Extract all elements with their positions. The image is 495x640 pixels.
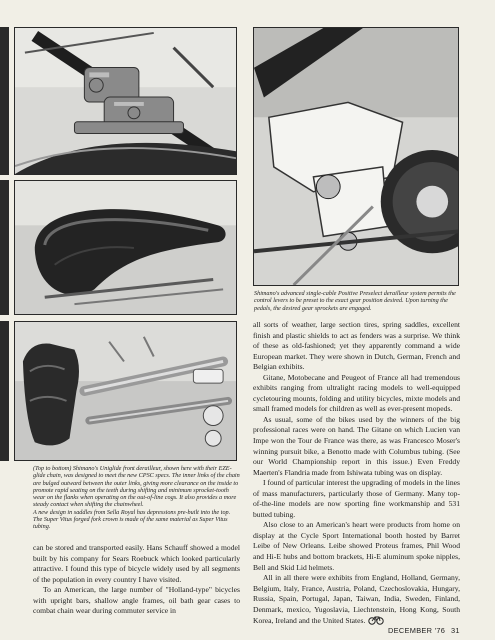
fork-crown-photo bbox=[14, 321, 237, 461]
issue-date: DECEMBER '76 bbox=[388, 626, 446, 635]
page-number: 31 bbox=[451, 626, 460, 635]
body-paragraph: all sorts of weather, large section tires, spring saddles, excellent finish and plastic shields to act as fenders was a surprise. We think of these as old-fashioned; yet they apparently command a wide European market. They were shown in Dutch, German, French and Belgian exhibits. bbox=[253, 320, 460, 372]
body-paragraph: can be stored and transported easily. Hans Schauff showed a model built by his company for Sears Roebuck which looked particularly attractive. I found this type of bicycle widely used by all segments of the population in every country I have visited. bbox=[33, 543, 240, 584]
body-paragraph: To an American, the large number of "Holland-type" bicycles with upright bars, shallow angle frames, oil bath gear cases to combat chain wear during commuter service in bbox=[33, 585, 240, 616]
body-paragraph-text: All in all there were exhibits from England, Holland, Germany, Belgium, Italy, France, Austria, Poland, Czechoslovakia, Hungary, Russia, Spain, Portugal, Japan, Taiwan, India, Sweden, Finland, Denmark, mexico, Yugoslavia, Liechtenstein, Hong Kong, South Korea, Ireland and the United States. bbox=[253, 573, 460, 626]
caption-text: Shimano's advanced single-cable Positive Preselect derailleur system permits the control levers to be preset to the exact gear position desired. Upon turning the pedals, the desired gear sprockets are engaged. bbox=[254, 290, 456, 312]
right-text-column bbox=[253, 320, 460, 627]
page-edge-strip-top bbox=[0, 27, 9, 175]
caption-text: (Top to bottom) Shimano's Uniglide front derailleur, shown here with their EZE-glide chain, was designed to meet the new CPSC specs. The inner links of the chain are bulged outward between the outer links, giving more clearance on the inside to promote rapid seating on the teeth during shifting and minimum sprocket-tooth wear on the flanks when operating on the out-of-line cogs. It also provides a more steady contact when shifting the chainwheel. bbox=[33, 465, 240, 509]
body-paragraph: Also close to an American's heart were products from home on display at the Cycle Sport International booth hosted by Barret Leibe of New Orleans. Leibe showed Proteus frames, Phil Wood and Hi-E hubs and bottom brackets, Hi-E aluminum spoke nipples, Bell and Skid Lid helmets. bbox=[253, 520, 460, 572]
rear-derailleur-caption bbox=[254, 290, 460, 312]
caption-text: A new design in saddles from Sella Royal has depressions pre-built into the top. bbox=[33, 508, 231, 516]
body-paragraph: As usual, some of the bikes used by the winners of the big professional races were on hand. The Gitane on which Lucien van Impe won the Tour de France was there, as was Francesco Moser's winning pursuit bike, a Benotto made with Columbus tubing. (See our World Championship report in this issue.) Even Freddy Maerten's Flandria made from Ishiwata tubing was on display. bbox=[253, 414, 460, 477]
bicycle-end-mark-icon bbox=[368, 615, 384, 625]
body-paragraph: I found of particular interest the upgrading of models in the lines of mass manufacturers, particularly those of Germany. Many top-of-the-line models are now sporting fine workmanship and 531 butted tubing. bbox=[253, 478, 460, 519]
caption-text: The Super Vitus forged fork crown is made of the same material as Super Vitus tubing. bbox=[33, 516, 228, 531]
body-paragraph bbox=[253, 573, 460, 627]
rear-derailleur-photo bbox=[253, 27, 459, 286]
page-edge-strip-middle bbox=[0, 180, 9, 315]
body-paragraph: Gitane, Motobecane and Peugeot of France all had tremendous exhibits ranging from ultralight racing models to well-equipped cycletouring mounts, folding and utility bicycles, mixte models and small framed models for children as well as ever-present mopeds. bbox=[253, 372, 460, 414]
left-photos-caption bbox=[33, 465, 240, 531]
front-derailleur-photo bbox=[14, 27, 237, 175]
left-text-column bbox=[33, 543, 240, 617]
saddle-photo bbox=[14, 180, 237, 315]
page-edge-strip-bottom bbox=[0, 321, 9, 461]
